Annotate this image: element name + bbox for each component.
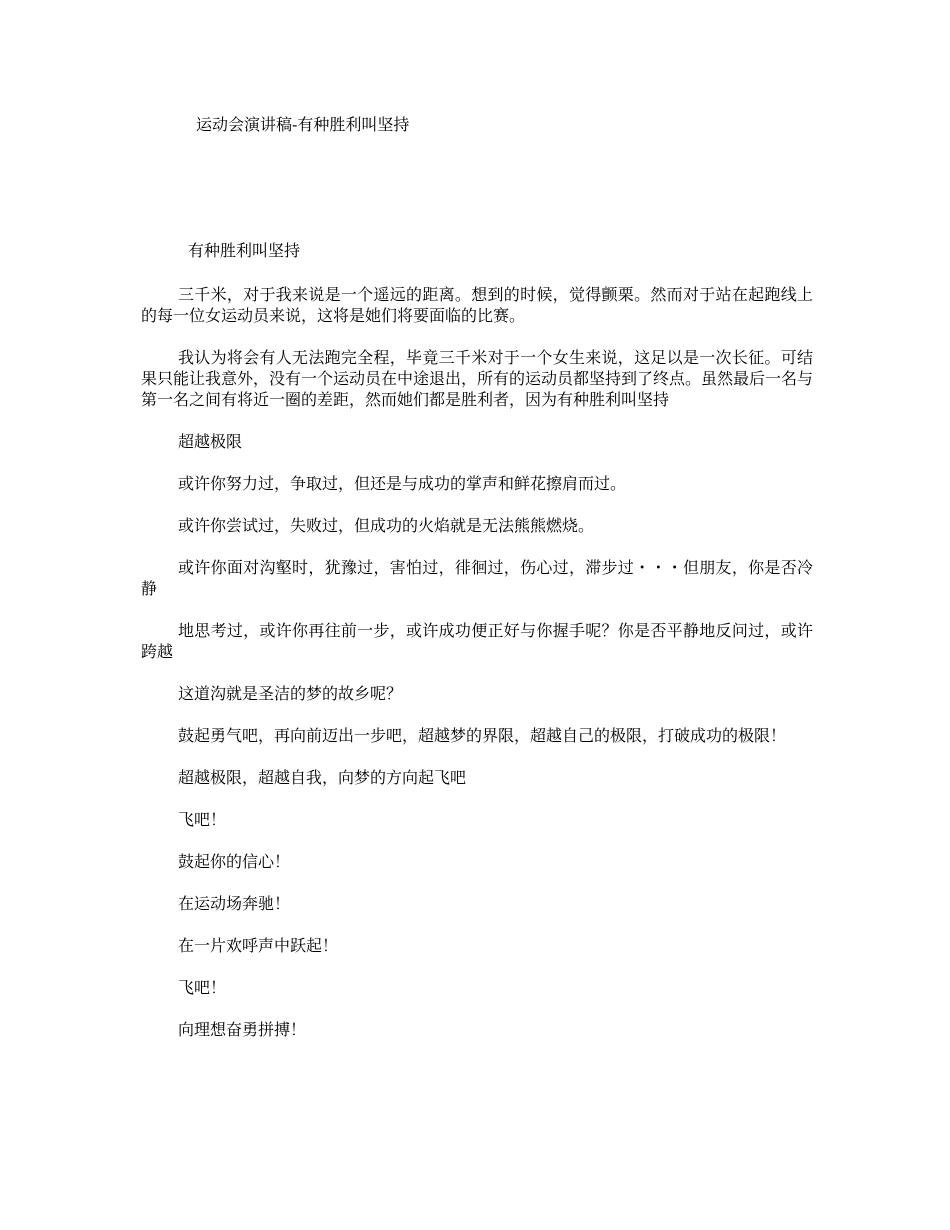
paragraph: 超越极限，超越自我，向梦的方向起飞吧 [178,768,467,787]
paragraph: 我认为将会有人无法跑完全程，毕竟三千米对于一个女生来说，这足以是一次长征。可结果只能让我意外，没有一个运动员在中途退出，所有的运动员都坚持到了终点。虽然最后一名与第一名之间有将近一圈的差距，然而她们都是胜利者，因为有种胜利叫坚持 [141,348,814,409]
paragraph: 鼓起你的信心！ [178,852,291,871]
paragraph: 三千米，对于我来说是一个遥远的距离。想到的时候，觉得颤栗。然而对于站在起跑线上的每一位女运动员来说，这将是她们将要面临的比赛。 [141,285,813,325]
paragraph: 地思考过，或许你再往前一步，或许成功便正好与你握手呢？你是否平静地反问过，或许跨越 [141,621,813,661]
paragraph: 飞吧！ [178,978,227,997]
paragraph: 在运动场奔驰！ [178,894,291,913]
paragraph: 或许你尝试过，失败过，但成功的火焰就是无法熊熊燃烧。 [178,516,595,535]
paragraph: 或许你努力过，争取过，但还是与成功的掌声和鲜花擦肩而过。 [178,474,627,493]
section-heading: 超越极限 [178,432,243,451]
paragraph: 在一片欢呼声中跃起！ [178,936,339,955]
document-body [141,284,813,1061]
document-subtitle: 有种胜利叫坚持 [188,241,301,260]
paragraph: 或许你面对沟壑时，犹豫过，害怕过，徘徊过，伤心过，滞步过・・・但朋友，你是否冷静 [141,558,813,598]
document-title: 运动会演讲稿-有种胜利叫坚持 [196,115,410,134]
paragraph: 飞吧！ [178,810,227,829]
paragraph: 这道沟就是圣洁的梦的故乡呢？ [178,684,403,703]
paragraph: 鼓起勇气吧，再向前迈出一步吧，超越梦的界限，超越自己的极限，打破成功的极限！ [178,726,787,745]
paragraph: 向理想奋勇拼搏！ [178,1020,307,1039]
